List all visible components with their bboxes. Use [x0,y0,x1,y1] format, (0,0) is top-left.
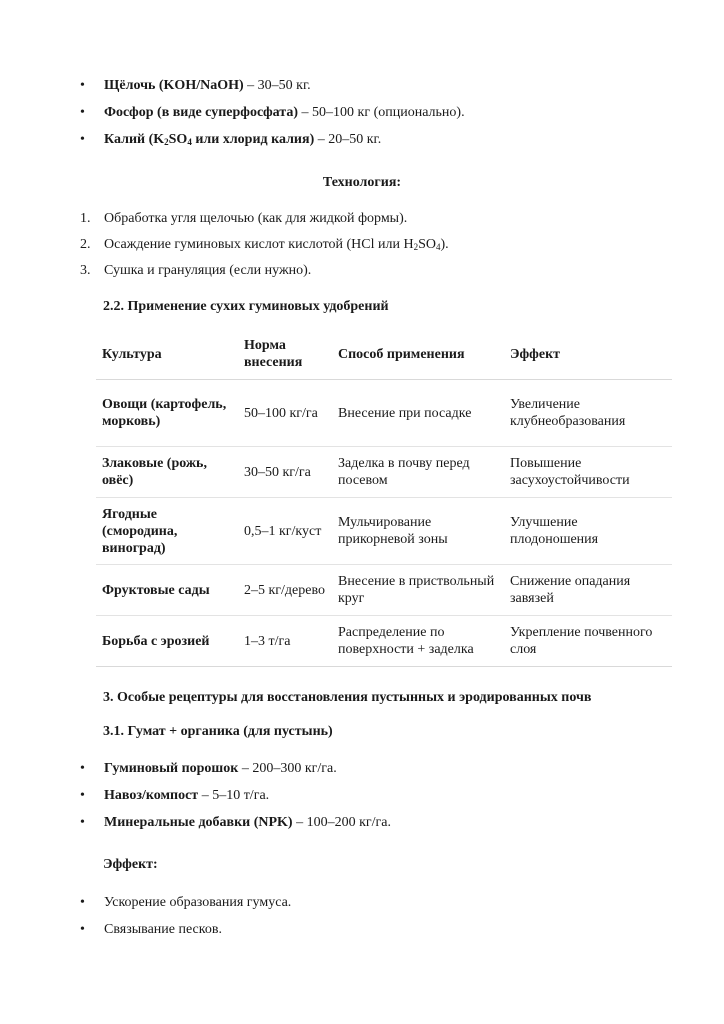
cell-rate: 0,5–1 кг/куст [238,498,332,565]
item-name: Фосфор (в виде суперфосфата) [104,105,299,120]
subscript: 2 [413,242,419,252]
item-amount: – 5–10 т/га. [198,788,270,803]
list-item [80,209,660,235]
step-number: 1. [80,211,91,226]
section-3-1-heading: 3.1. Гумат + органика (для пустынь) [103,724,333,739]
subscript: 4 [436,242,441,252]
item-amount: – 30–50 кг. [243,78,311,93]
list-item [80,759,660,786]
cell-method: Мульчирование прикорневой зоны [332,498,504,565]
table-row [96,447,672,498]
table-header-row [96,331,672,380]
cell-crop: Борьба с эрозией [96,616,238,667]
item-name [104,132,314,147]
list-item [80,130,660,157]
table-row [96,616,672,667]
cell-method: Внесение при посадке [332,380,504,447]
cell-method: Распределение по поверхности + заделка [332,616,504,667]
recipe-list [80,759,660,840]
technology-steps [80,209,660,287]
item-amount: – 20–50 кг. [314,132,382,147]
item-name: Гуминовый порошок [104,761,239,776]
item-name: Минеральные добавки (NPK) [104,815,293,830]
cell-method: Внесение в приствольный круг [332,565,504,616]
text-part: SO [418,237,436,252]
text-part: SO [168,132,188,147]
list-item [80,235,660,261]
cell-rate: 30–50 кг/га [238,447,332,498]
cell-rate: 2–5 кг/дерево [238,565,332,616]
section-2-2-heading: 2.2. Применение сухих гуминовых удобрений [103,299,389,314]
cell-rate: 1–3 т/га [238,616,332,667]
step-number: 2. [80,237,91,252]
list-item [80,786,660,813]
cell-effect: Увеличение клубнеобразования [504,380,672,447]
step-text: Сушка и грануляция (если нужно). [104,263,312,278]
effect-heading: Эффект: [103,857,158,872]
cell-method: Заделка в почву перед посевом [332,447,504,498]
item-amount: – 200–300 кг/га. [238,761,337,776]
cell-effect: Укрепление почвенного слоя [504,616,672,667]
cell-effect: Повышение засухоустойчивости [504,447,672,498]
list-item [80,261,660,287]
text-part: ). [440,237,449,252]
text-part: или хлорид калия) [191,132,315,147]
cell-crop: Овощи (картофель, морковь) [96,380,238,447]
technology-heading: Технология: [322,175,402,190]
section-3-heading: 3. Особые рецептуры для восстановления пустынных и эродированных почв [103,690,592,705]
list-item: • Связывание песков. [80,920,660,947]
cell-effect: Снижение опадания завязей [504,565,672,616]
list-item: • Ускорение образования гумуса. [80,893,660,920]
cell-crop: Фруктовые сады [96,565,238,616]
text-part: Осаждение гуминовых кислот кислотой (HCl или H [104,237,414,252]
header-method: Способ применения [332,331,504,380]
step-number: 3. [80,263,91,278]
cell-crop: Ягодные (смородина, виноград) [96,498,238,565]
effect-list [80,893,660,947]
item-name: Навоз/компост [104,788,199,803]
cell-effect: Улучшение плодоношения [504,498,672,565]
item-name: Щёлочь (KOH/NaOH) [104,78,244,93]
step-text [104,237,449,252]
table-row [96,380,672,447]
list-item [80,813,660,840]
header-crop: Культура [96,331,238,380]
step-text: Обработка угля щелочью (как для жидкой формы). [104,211,408,226]
header-effect: Эффект [504,331,672,380]
application-table [96,331,672,667]
cell-rate: 50–100 кг/га [238,380,332,447]
subscript: 2 [164,137,169,147]
list-item [80,103,660,130]
subscript: 4 [187,137,192,147]
table-row [96,565,672,616]
item-amount: – 100–200 кг/га. [292,815,391,830]
header-rate: Норма внесения [238,331,332,380]
text-part: Калий (K [104,132,165,147]
table-row [96,498,672,565]
cell-crop: Злаковые (рожь, овёс) [96,447,238,498]
ingredients-list [80,76,660,157]
list-item [80,76,660,103]
item-amount: – 50–100 кг (опционально). [298,105,465,120]
